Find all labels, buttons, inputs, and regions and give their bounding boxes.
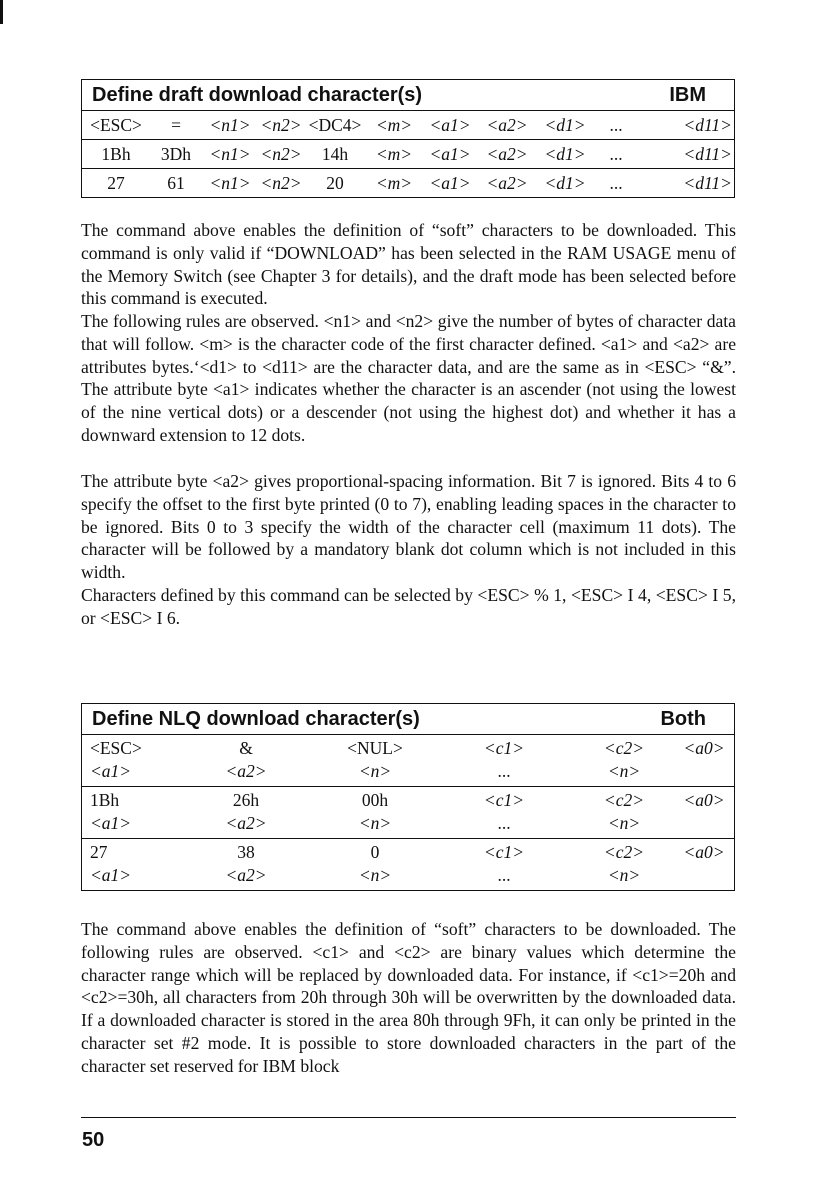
cell: <a0> (683, 842, 725, 862)
cell: 14h (321, 143, 349, 164)
cell: 3Dh (160, 143, 192, 164)
cell: <c1> (483, 842, 525, 862)
command-group-hex (82, 787, 734, 839)
cell: <n1> (209, 143, 251, 164)
cell: <a1> (429, 143, 471, 164)
command-row-symbolic (82, 111, 734, 140)
cell: <c2> (603, 738, 645, 758)
cell: <a2> (225, 813, 267, 833)
cell: ... (609, 172, 623, 193)
cell: <a1> (429, 114, 471, 135)
cell: <d11> (683, 172, 732, 193)
command-row-decimal (82, 169, 734, 197)
cell: <c1> (483, 738, 525, 758)
cell: <d11> (683, 114, 732, 135)
cell: <m> (375, 172, 413, 193)
cell: ... (497, 813, 511, 833)
cell: 38 (237, 842, 255, 862)
cell: <a2> (486, 143, 528, 164)
cell: ... (609, 114, 623, 135)
cell: <a2> (225, 865, 267, 885)
command-row-hex (82, 140, 734, 169)
command-box-draft-download (81, 79, 735, 198)
cell: 20 (326, 172, 344, 193)
cell: <DC4> (308, 114, 362, 135)
cell: <c1> (483, 790, 525, 810)
cell: ... (497, 761, 511, 781)
cell: <a1> (90, 865, 132, 885)
cell: <n2> (260, 143, 302, 164)
footer-rule (81, 1117, 736, 1118)
cell: <a1> (90, 813, 132, 833)
printer-mode-tag: IBM (669, 83, 706, 106)
command-box-header (82, 704, 734, 735)
cell: 26h (232, 790, 260, 810)
cell: 27 (90, 842, 108, 862)
paragraph: The attribute byte <a2> gives proportional-spacing information. Bit 7 is ignored. Bits 4 to 6 specify the offset to the first byte printed (0 to 7), enabling leading spaces in the character to be ignored. Bits 0 to 3 specify the width of the character cell (maximum 11 dots). The character will be followed by a mandatory blank dot column which is not included in this width. (81, 471, 736, 583)
cell: <n1> (209, 114, 251, 135)
cell: <d11> (683, 143, 732, 164)
cell: <a0> (683, 790, 725, 810)
cell: <n> (607, 761, 641, 781)
paragraph: The following rules are observed. <n1> and <n2> give the number of bytes of character data that will follow. <m> is the character code of the first character defined. <a1> and <a2> are attributes bytes.‘<d1> to <d11> are the character data, and are the same as in <ESC> “&”. The attribute byte <a1> indicates whether the character is an ascender (not using the lowest of the nine vertical dots) or a descender (not using the highest dot) and whether it has a downward extension to 12 dots. (81, 311, 736, 445)
command-title: Define draft download character(s) (92, 83, 423, 106)
cell: <c2> (603, 842, 645, 862)
cell: = (171, 114, 181, 135)
cell: 00h (361, 790, 389, 810)
cell: <m> (375, 114, 413, 135)
cell: <n2> (260, 114, 302, 135)
cell: 0 (370, 842, 380, 862)
cell: <n> (607, 813, 641, 833)
cell: <NUL> (347, 738, 403, 758)
cell: ... (497, 865, 511, 885)
cell: <d1> (544, 172, 586, 193)
command-box-nlq-download (81, 703, 735, 891)
cell: 1Bh (101, 143, 131, 164)
cell: <a1> (90, 761, 132, 781)
cell: <ESC> (90, 114, 142, 135)
cell: <d1> (544, 114, 586, 135)
command-title: Define NLQ download character(s) (92, 707, 420, 730)
cell: <n2> (260, 172, 302, 193)
printer-mode-tag: Both (660, 707, 706, 730)
cell: ... (609, 143, 623, 164)
command-box-header (82, 80, 734, 111)
cell: <ESC> (90, 738, 142, 758)
paragraph: The command above enables the definition of “soft” characters to be downloaded. The following rules are observed. <c1> and <c2> are binary values which determine the character range which will be replaced by downloaded data. For instance, if <c1>=20h and <c2>=30h, all characters from 20h through 30h will be overwritten by the downloaded data. If a downloaded character is stored in the area 80h through 9Fh, it can only be printed in the character set #2 mode. It is possible to store downloaded characters in the part of the character set reserved for IBM block (81, 919, 736, 1076)
cell: 1Bh (90, 790, 120, 810)
command-group-decimal (82, 839, 734, 890)
page-number: 50 (82, 1129, 105, 1151)
cell: 27 (107, 172, 125, 193)
cell: <n> (358, 865, 392, 885)
cell: <a2> (486, 172, 528, 193)
cell: 61 (167, 172, 185, 193)
margin-mark (0, 0, 3, 24)
cell: & (239, 738, 253, 758)
cell: <n> (358, 761, 392, 781)
cell: <n> (358, 813, 392, 833)
command-group-symbolic (82, 735, 734, 787)
cell: <a0> (683, 738, 725, 758)
paragraph: Characters defined by this command can be selected by <ESC> % 1, <ESC> I 4, <ESC> I 5, or <ESC> I 6. (81, 585, 736, 628)
cell: <n> (607, 865, 641, 885)
cell: <n1> (209, 172, 251, 193)
paragraph: The command above enables the definition of “soft” characters to be downloaded. This command is only valid if “DOWNLOAD” has been selected in the RAM USAGE menu of the Memory Switch (see Chapter 3 for details), and the draft mode has been selected before this command is executed. (81, 220, 736, 309)
cell: <c2> (603, 790, 645, 810)
cell: <a1> (429, 172, 471, 193)
cell: <d1> (544, 143, 586, 164)
cell: <a2> (225, 761, 267, 781)
cell: <a2> (486, 114, 528, 135)
cell: <m> (375, 143, 413, 164)
